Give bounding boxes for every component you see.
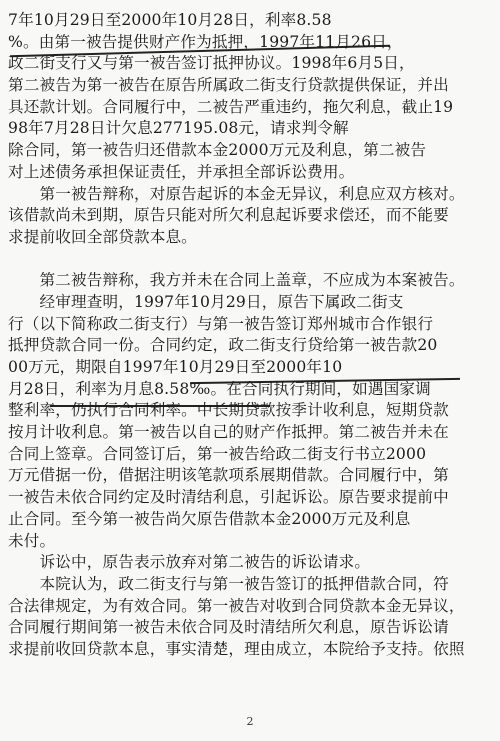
document-body xyxy=(8,11,492,661)
text-line: 政二街支行又与第一被告签订抵押协议。1998年6月5日， xyxy=(8,54,415,73)
text-line: 月28日，利率为月息8.58‰。在合同执行期间，如遇国家调 xyxy=(8,379,431,398)
text-line: 未付。 xyxy=(8,531,56,550)
text-line: 第二被告为第一被告在原告所属政二街支行贷款提供保证，并出 xyxy=(8,76,449,95)
text-line: 整利率，仍执行合同利率。中长期贷款按季计收利息，短期贷款 xyxy=(8,401,449,420)
text-line: 具还款计划。合同履行中，二被告严重违约，拖欠利息，截止19 xyxy=(8,97,454,116)
text-line: 万元借据一份，借据注明该笔款项系展期借款。合同履行中，第 xyxy=(8,466,449,485)
text-line: 抵押贷款合同一份。合同约定，政二街支行贷给第一被告款20 xyxy=(8,336,438,355)
text-line: 诉讼中，原告表示放弃对第二被告的诉讼请求。 xyxy=(8,553,371,572)
text-line: 该借款尚未到期，原告只能对所欠利息起诉要求偿还，而不能要 xyxy=(8,206,449,225)
text-line: 第一被告辩称，对原告起诉的本金无异议，利息应双方核对。 xyxy=(8,184,465,203)
text-line: 7年10月29日至2000年10月28日，利率8.58 xyxy=(8,11,332,29)
page-number: 2 xyxy=(246,715,254,728)
text-line: 第二被告辩称，我方并未在合同上盖章，不应成为本案被告。 xyxy=(8,271,465,290)
text-line: 经审理查明，1997年10月29日，原告下属政二街支 xyxy=(8,292,404,311)
text-line: 一被告未依合同约定及时清结利息，引起诉讼。原告要求提前中 xyxy=(8,488,449,507)
text-line: 合同上签章。合同签订后，第一被告给政二街支行书立2000 xyxy=(8,444,427,463)
text-line: 合法律规定，为有效合同。第一被告对收到合同贷款本金无异议， xyxy=(8,596,465,615)
text-line: 除合同，第一被告归还借款本金2000万元及利息，第二被告 xyxy=(8,141,427,160)
text-line: 止合同。至今第一被告尚欠原告借款本金2000万元及利息 xyxy=(8,509,411,528)
text-line: 求提前收回全部贷款本息。 xyxy=(8,227,197,246)
text-line: 合同履行期间第一被告未依合同及时清结所欠利息，原告诉讼请 xyxy=(8,618,449,637)
text-line: 求提前收回贷款本息，事实清楚，理由成立，本院给予支持。依照 xyxy=(8,639,465,658)
text-line: 98年7月28日计欠息277195.08元，请求判令解 xyxy=(8,119,349,138)
text-line: 按月计收利息。第一被告以自己的财产作抵押。第二被告并未在 xyxy=(8,423,449,442)
text-line: 对上述债务承担保证责任，并承担全部诉讼费用。 xyxy=(8,162,355,181)
text-line: 本院认为，政二街支行与第一被告签订的抵押借款合同，符 xyxy=(8,574,449,593)
text-line: 行（以下简称政二街支行）与第一被告签订郑州城市合作银行 xyxy=(8,314,434,333)
text-line: %。由第一被告提供财产作为抵押，1997年11月26日， xyxy=(8,32,403,51)
text-line: 00万元，期限自1997年10月29日至2000年10 xyxy=(8,358,343,376)
